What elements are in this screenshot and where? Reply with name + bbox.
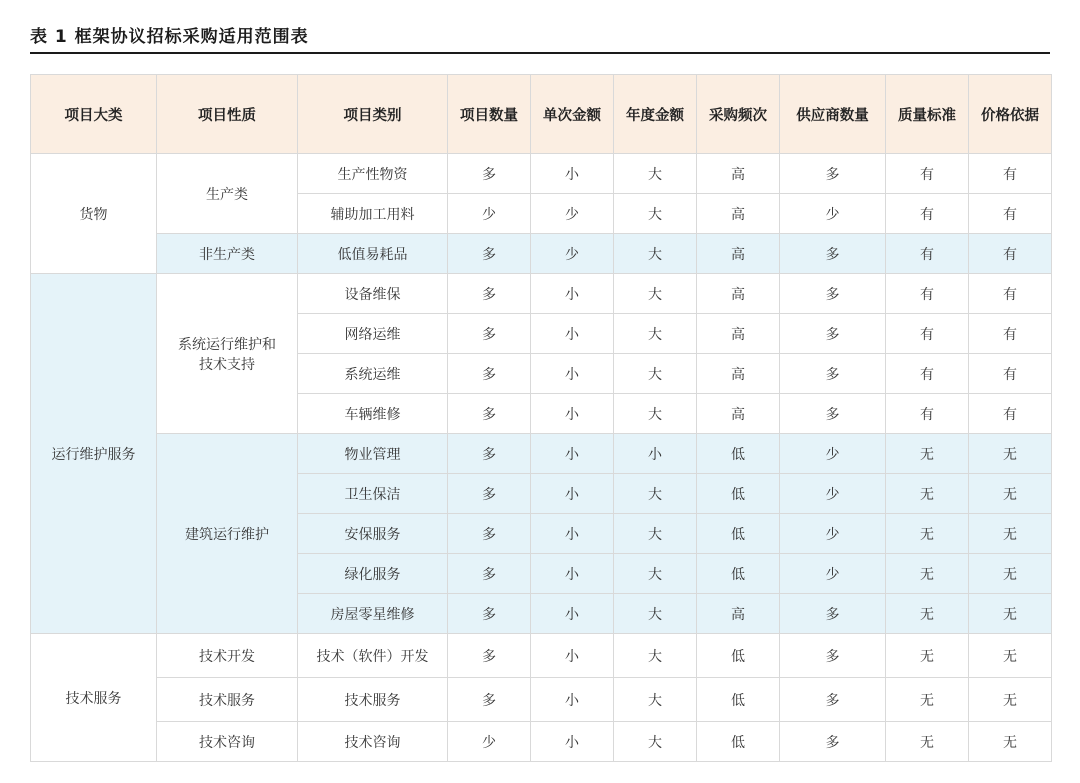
value-cell: 多	[448, 394, 531, 434]
value-cell: 多	[448, 554, 531, 594]
value-cell: 无	[969, 434, 1052, 474]
value-cell: 小	[531, 434, 614, 474]
value-cell: 大	[614, 274, 697, 314]
title-rule	[30, 52, 1050, 54]
value-cell: 无	[886, 474, 969, 514]
table-row	[31, 234, 1052, 274]
value-cell: 小	[531, 722, 614, 762]
value-cell: 小	[531, 394, 614, 434]
value-cell: 有	[886, 234, 969, 274]
value-cell: 多	[448, 234, 531, 274]
value-cell: 少	[780, 514, 886, 554]
header-row	[31, 75, 1052, 154]
value-cell: 少	[780, 434, 886, 474]
value-cell: 低	[697, 722, 780, 762]
category-cell: 辅助加工用料	[298, 194, 448, 234]
table-row	[31, 434, 1052, 474]
value-cell: 有	[969, 394, 1052, 434]
value-cell: 有	[969, 234, 1052, 274]
value-cell: 多	[448, 154, 531, 194]
value-cell: 有	[969, 154, 1052, 194]
value-cell: 小	[531, 474, 614, 514]
category-cell: 低值易耗品	[298, 234, 448, 274]
value-cell: 高	[697, 194, 780, 234]
table-row	[31, 154, 1052, 194]
value-cell: 有	[969, 274, 1052, 314]
header-cell: 质量标准	[886, 75, 969, 154]
category-cell: 技术咨询	[298, 722, 448, 762]
value-cell: 大	[614, 314, 697, 354]
value-cell: 多	[780, 722, 886, 762]
value-cell: 无	[969, 554, 1052, 594]
value-cell: 无	[886, 594, 969, 634]
value-cell: 多	[448, 474, 531, 514]
value-cell: 大	[614, 554, 697, 594]
value-cell: 高	[697, 354, 780, 394]
value-cell: 无	[969, 594, 1052, 634]
category-cell: 绿化服务	[298, 554, 448, 594]
group-cell: 货物	[31, 154, 157, 274]
value-cell: 有	[969, 314, 1052, 354]
value-cell: 小	[531, 634, 614, 678]
value-cell: 多	[448, 634, 531, 678]
category-cell: 技术服务	[298, 678, 448, 722]
value-cell: 多	[448, 514, 531, 554]
category-cell: 安保服务	[298, 514, 448, 554]
value-cell: 有	[969, 354, 1052, 394]
value-cell: 低	[697, 678, 780, 722]
value-cell: 多	[780, 678, 886, 722]
table-row	[31, 274, 1052, 314]
value-cell: 小	[531, 314, 614, 354]
nature-cell: 生产类	[157, 154, 298, 234]
value-cell: 大	[614, 514, 697, 554]
value-cell: 无	[969, 678, 1052, 722]
category-cell: 房屋零星维修	[298, 594, 448, 634]
table-row	[31, 722, 1052, 762]
value-cell: 无	[886, 514, 969, 554]
value-cell: 无	[886, 434, 969, 474]
value-cell: 有	[886, 274, 969, 314]
value-cell: 小	[531, 594, 614, 634]
value-cell: 多	[780, 354, 886, 394]
value-cell: 少	[531, 234, 614, 274]
value-cell: 高	[697, 274, 780, 314]
value-cell: 无	[969, 722, 1052, 762]
header-cell: 供应商数量	[780, 75, 886, 154]
value-cell: 有	[886, 154, 969, 194]
value-cell: 小	[614, 434, 697, 474]
value-cell: 高	[697, 314, 780, 354]
table-row	[31, 678, 1052, 722]
table-row	[31, 634, 1052, 678]
value-cell: 大	[614, 154, 697, 194]
value-cell: 少	[780, 474, 886, 514]
value-cell: 少	[780, 554, 886, 594]
header-cell: 价格依据	[969, 75, 1052, 154]
value-cell: 多	[448, 314, 531, 354]
value-cell: 多	[448, 434, 531, 474]
value-cell: 多	[780, 394, 886, 434]
value-cell: 无	[886, 634, 969, 678]
value-cell: 小	[531, 354, 614, 394]
value-cell: 无	[886, 678, 969, 722]
value-cell: 低	[697, 434, 780, 474]
value-cell: 大	[614, 474, 697, 514]
category-cell: 卫生保洁	[298, 474, 448, 514]
value-cell: 多	[780, 634, 886, 678]
value-cell: 多	[780, 274, 886, 314]
nature-cell: 技术开发	[157, 634, 298, 678]
value-cell: 高	[697, 394, 780, 434]
value-cell: 多	[780, 594, 886, 634]
category-cell: 物业管理	[298, 434, 448, 474]
category-cell: 系统运维	[298, 354, 448, 394]
group-cell: 技术服务	[31, 634, 157, 762]
value-cell: 少	[448, 194, 531, 234]
value-cell: 有	[886, 394, 969, 434]
header-cell: 单次金额	[531, 75, 614, 154]
value-cell: 低	[697, 514, 780, 554]
value-cell: 无	[886, 722, 969, 762]
value-cell: 大	[614, 394, 697, 434]
group-cell: 运行维护服务	[31, 274, 157, 634]
value-cell: 多	[448, 594, 531, 634]
value-cell: 多	[448, 354, 531, 394]
category-cell: 设备维保	[298, 274, 448, 314]
category-cell: 技术（软件）开发	[298, 634, 448, 678]
value-cell: 大	[614, 722, 697, 762]
value-cell: 少	[448, 722, 531, 762]
category-cell: 生产性物资	[298, 154, 448, 194]
nature-cell: 系统运行维护和技术支持	[157, 274, 298, 434]
nature-cell: 建筑运行维护	[157, 434, 298, 634]
value-cell: 无	[969, 474, 1052, 514]
value-cell: 少	[531, 194, 614, 234]
value-cell: 大	[614, 194, 697, 234]
header-cell: 年度金额	[614, 75, 697, 154]
value-cell: 少	[780, 194, 886, 234]
value-cell: 无	[969, 634, 1052, 678]
value-cell: 低	[697, 474, 780, 514]
table-title: 表 1 框架协议招标采购适用范围表	[30, 27, 309, 47]
category-cell: 车辆维修	[298, 394, 448, 434]
nature-cell: 非生产类	[157, 234, 298, 274]
value-cell: 有	[969, 194, 1052, 234]
nature-cell: 技术服务	[157, 678, 298, 722]
header-cell: 项目类别	[298, 75, 448, 154]
value-cell: 大	[614, 634, 697, 678]
header-cell: 项目性质	[157, 75, 298, 154]
value-cell: 小	[531, 554, 614, 594]
value-cell: 有	[886, 194, 969, 234]
value-cell: 高	[697, 234, 780, 274]
value-cell: 小	[531, 154, 614, 194]
header-cell: 项目数量	[448, 75, 531, 154]
value-cell: 小	[531, 678, 614, 722]
header-cell: 项目大类	[31, 75, 157, 154]
nature-cell: 技术咨询	[157, 722, 298, 762]
value-cell: 无	[886, 554, 969, 594]
value-cell: 有	[886, 314, 969, 354]
value-cell: 多	[448, 678, 531, 722]
value-cell: 无	[969, 514, 1052, 554]
value-cell: 大	[614, 354, 697, 394]
value-cell: 低	[697, 554, 780, 594]
value-cell: 大	[614, 234, 697, 274]
value-cell: 大	[614, 678, 697, 722]
value-cell: 多	[780, 154, 886, 194]
value-cell: 高	[697, 594, 780, 634]
value-cell: 多	[780, 234, 886, 274]
value-cell: 高	[697, 154, 780, 194]
procurement-scope-table	[30, 74, 1052, 762]
value-cell: 大	[614, 594, 697, 634]
value-cell: 多	[780, 314, 886, 354]
category-cell: 网络运维	[298, 314, 448, 354]
value-cell: 小	[531, 274, 614, 314]
value-cell: 多	[448, 274, 531, 314]
value-cell: 低	[697, 634, 780, 678]
header-cell: 采购频次	[697, 75, 780, 154]
value-cell: 有	[886, 354, 969, 394]
value-cell: 小	[531, 514, 614, 554]
